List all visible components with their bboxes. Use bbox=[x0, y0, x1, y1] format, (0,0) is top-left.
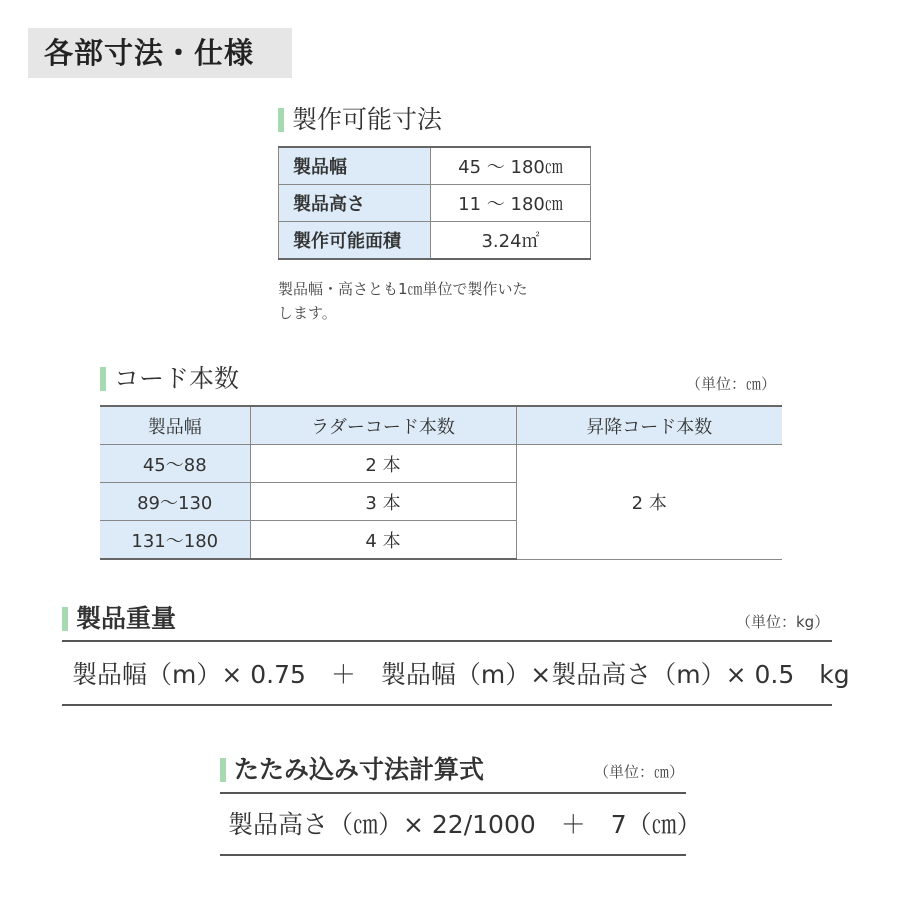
folding-formula: 製品高さ（㎝）× 22/1000 ＋ 7（㎝） bbox=[228, 810, 702, 839]
row-label: 製品幅 bbox=[279, 147, 431, 185]
table-header-row bbox=[100, 406, 782, 445]
column-header: ラダーコード本数 bbox=[250, 406, 516, 445]
section-heading-folding bbox=[220, 754, 484, 786]
divider-line bbox=[62, 640, 832, 642]
section-heading-weight bbox=[62, 603, 176, 635]
heading-accent-bar bbox=[62, 607, 68, 631]
unit-label: （単位：㎝） bbox=[594, 763, 685, 781]
table-row bbox=[279, 222, 591, 260]
weight-formula: 製品幅（m）× 0.75 ＋ 製品幅（m）×製品高さ（m）× 0.5 kg bbox=[72, 660, 850, 689]
dimensions-table bbox=[278, 146, 591, 260]
section-heading-dimensions bbox=[278, 104, 442, 136]
unit-label: （単位：㎝） bbox=[686, 375, 777, 393]
row-value: 11 ～ 180㎝ bbox=[431, 185, 591, 222]
heading-accent-bar bbox=[100, 367, 106, 391]
divider-line bbox=[220, 854, 686, 856]
section-heading-text: 製品重量 bbox=[76, 604, 177, 633]
cord-count-table bbox=[100, 405, 782, 560]
table-row bbox=[279, 147, 591, 185]
divider-line bbox=[220, 792, 686, 794]
ladder-cord-cell: 2 本 bbox=[250, 445, 516, 483]
heading-accent-bar bbox=[220, 758, 226, 782]
column-header: 昇降コード本数 bbox=[516, 406, 782, 445]
note-line: します。 bbox=[278, 304, 337, 322]
page-title: 各部寸法・仕様 bbox=[28, 28, 292, 78]
table-row bbox=[279, 185, 591, 222]
section-heading-text: 製作可能寸法 bbox=[292, 105, 443, 134]
row-label: 製作可能面積 bbox=[279, 222, 431, 260]
row-value: 3.24㎡ bbox=[431, 222, 591, 260]
unit-label: （単位：kg） bbox=[736, 613, 830, 631]
production-note bbox=[278, 277, 598, 325]
ladder-cord-cell: 3 本 bbox=[250, 483, 516, 521]
row-value: 45 ～ 180㎝ bbox=[431, 147, 591, 185]
width-range-cell: 131～180 bbox=[100, 521, 250, 560]
section-heading-text: たたみ込み寸法計算式 bbox=[234, 755, 485, 784]
ladder-cord-cell: 4 本 bbox=[250, 521, 516, 560]
lift-cord-cell: 2 本 bbox=[516, 445, 782, 560]
note-line: 製品幅・高さとも1㎝単位で製作いた bbox=[278, 280, 528, 298]
section-heading-text: コード本数 bbox=[114, 364, 240, 393]
width-range-cell: 45～88 bbox=[100, 445, 250, 483]
divider-line bbox=[62, 704, 832, 706]
row-label: 製品高さ bbox=[279, 185, 431, 222]
heading-accent-bar bbox=[278, 108, 284, 132]
width-range-cell: 89～130 bbox=[100, 483, 250, 521]
table-row bbox=[100, 445, 782, 483]
section-heading-cords bbox=[100, 363, 239, 395]
column-header: 製品幅 bbox=[100, 406, 250, 445]
